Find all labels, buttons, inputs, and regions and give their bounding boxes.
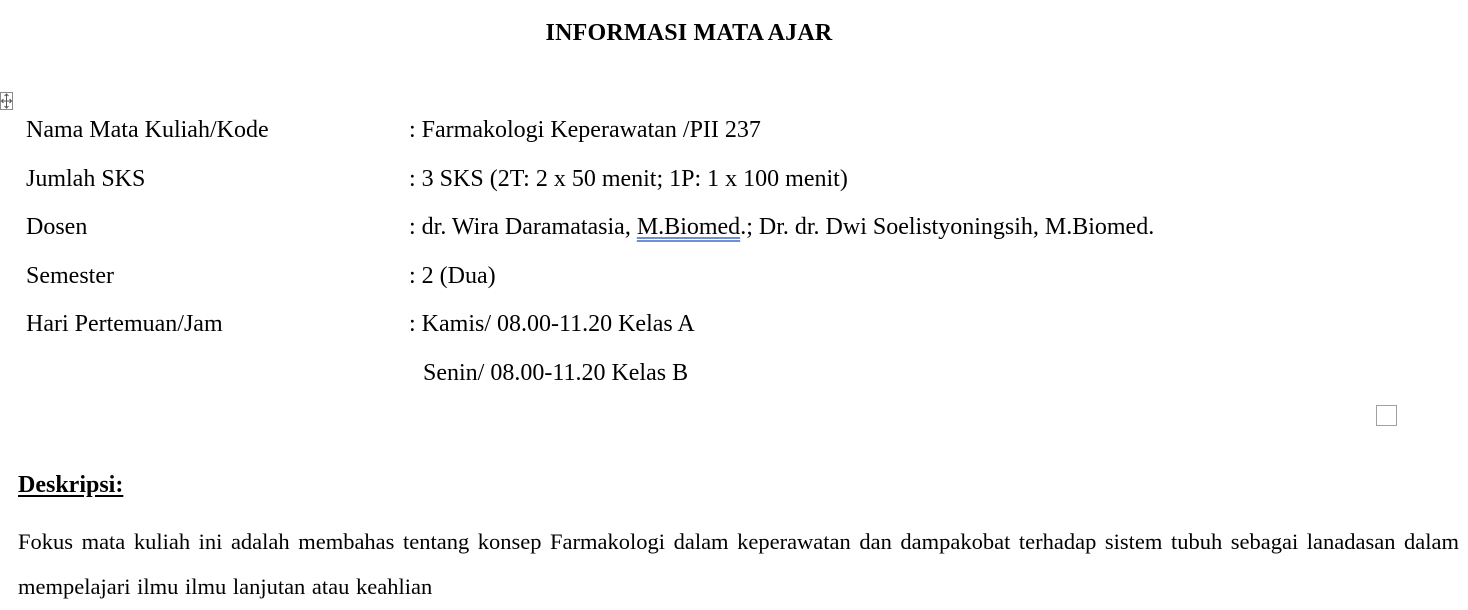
info-value: : Farmakologi Keperawatan /PII 237 [409, 117, 761, 143]
table-end-marker-icon [1376, 405, 1397, 426]
info-label: Hari Pertemuan/Jam [26, 311, 223, 337]
info-label: Semester [26, 262, 114, 289]
spellcheck-flagged-word[interactable]: M.Biomed [636, 214, 741, 240]
info-value-prefix: : dr. Wira Daramatasia, [409, 214, 637, 240]
info-value: : Kamis/ 08.00-11.20 Kelas A [409, 311, 695, 337]
document-title: INFORMASI MATA AJAR [545, 20, 833, 46]
info-value-suffix: .; Dr. dr. Dwi Soelistyoningsih, M.Biomed. [740, 214, 1155, 240]
info-value: Senin/ 08.00-11.20 Kelas B [423, 359, 689, 386]
info-value: : 3 SKS (2T: 2 x 50 menit; 1P: 1 x 100 menit) [409, 165, 848, 192]
info-value [409, 214, 1154, 241]
info-value: : 2 (Dua) [409, 262, 496, 289]
info-label: Dosen [26, 214, 88, 240]
description-heading: Deskripsi: [18, 472, 124, 498]
info-label: Jumlah SKS [26, 165, 146, 192]
table-move-handle-icon[interactable] [0, 92, 13, 110]
info-label: Nama Mata Kuliah/Kode [26, 117, 269, 143]
description-paragraph: Fokus mata kuliah ini adalah membahas tentang konsep Farmakologi dalam keperawatan dan dampakobat terhadap sistem tubuh sebagai lanadasan dalam mempelajari ilmu ilmu lanjutan atau keahlian [18, 529, 1459, 599]
